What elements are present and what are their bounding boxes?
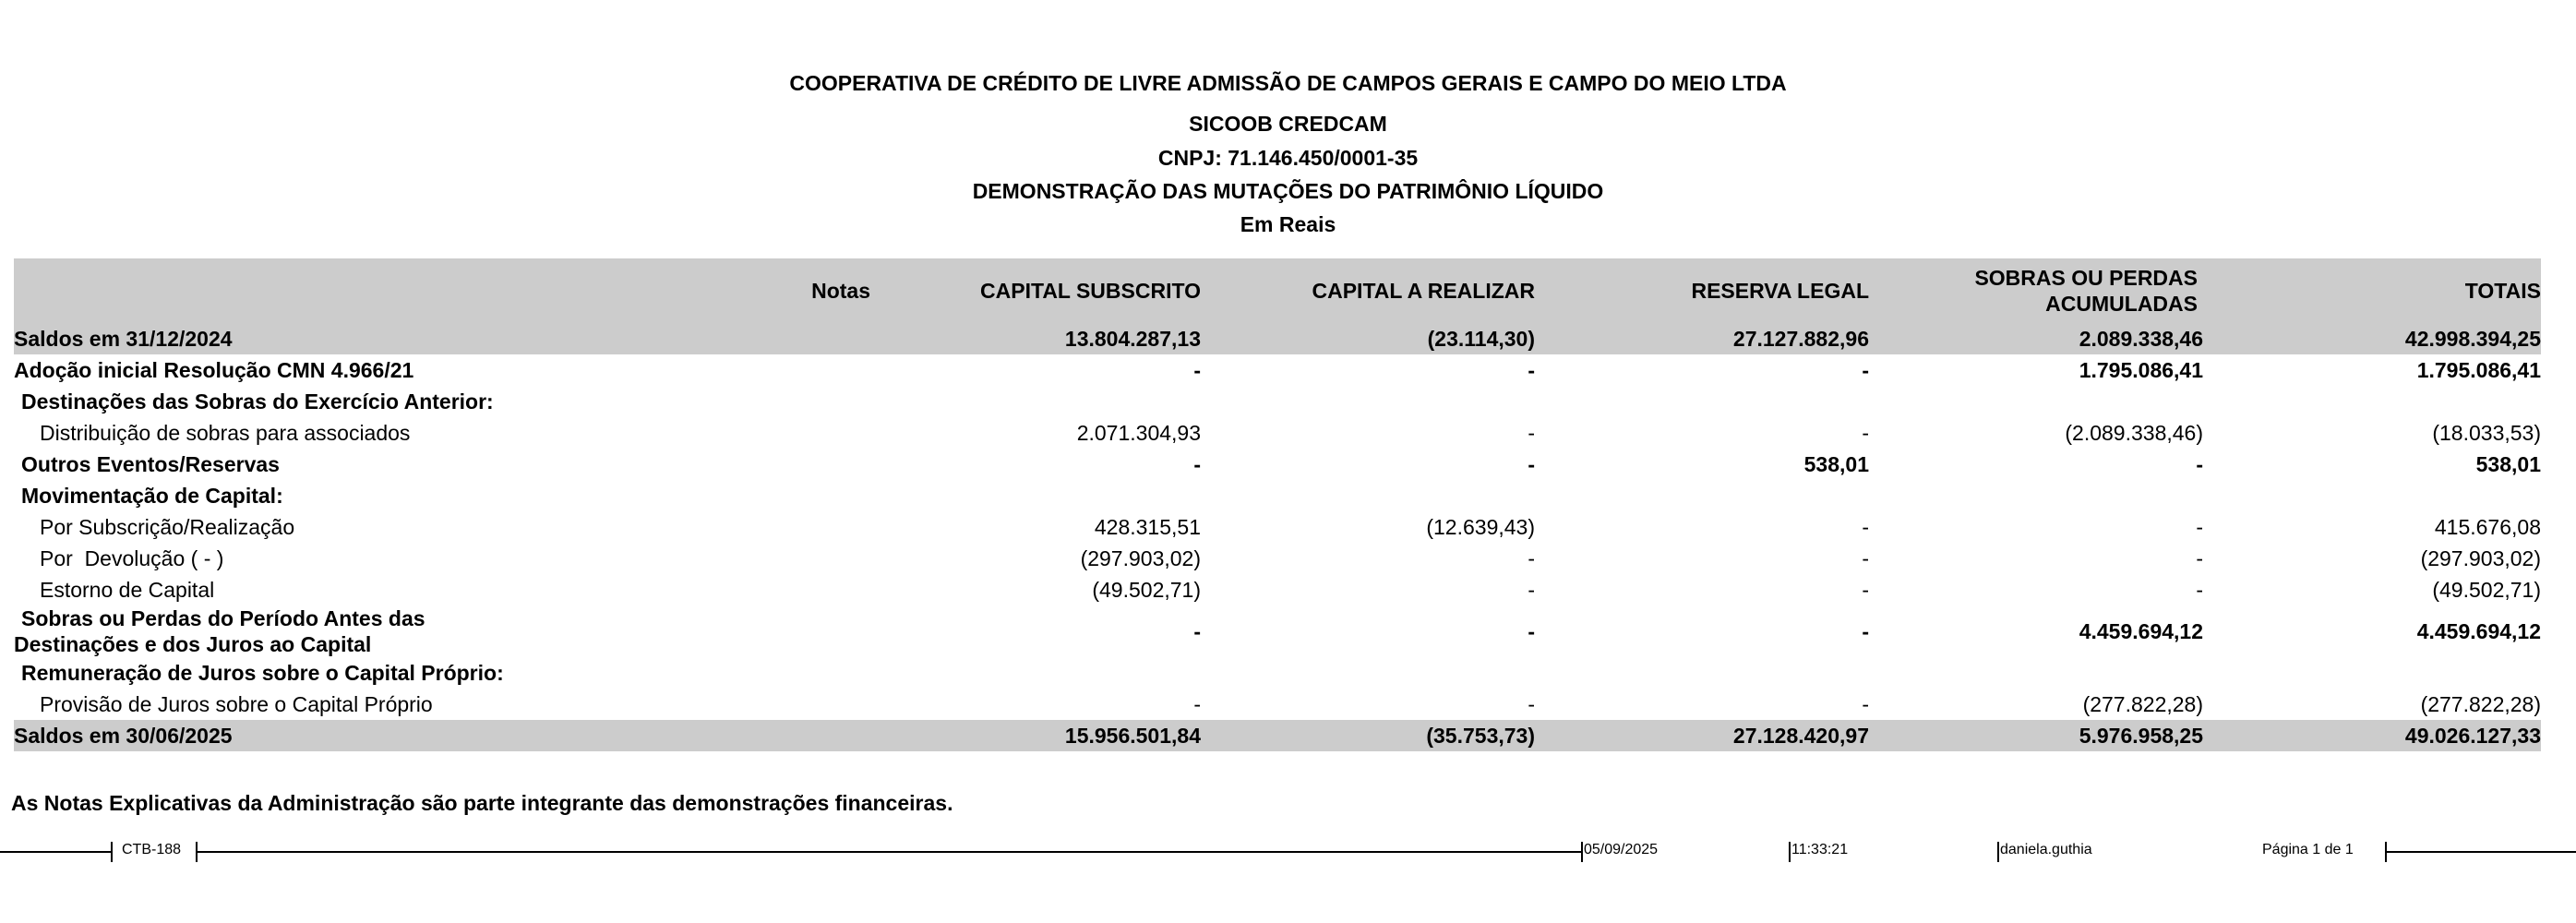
cell-totais: 538,01 <box>2475 451 2541 476</box>
cell-capital-a-realizar: (23.114,30) <box>1427 326 1535 351</box>
report-title: DEMONSTRAÇÃO DAS MUTAÇÕES DO PATRIMÔNIO LÍQUIDO <box>972 179 1604 203</box>
footer-rule <box>2385 851 2576 853</box>
footer-user: daniela.guthia <box>2000 842 2092 857</box>
cell-capital-subscrito: (297.903,02) <box>1080 545 1201 570</box>
section-label: Remuneração de Juros sobre o Capital Próprio: <box>21 661 504 685</box>
cell-capital-a-realizar: - <box>1528 545 1535 570</box>
cell-totais: 42.998.394,25 <box>2404 326 2541 351</box>
footer-date: 05/09/2025 <box>1584 842 1659 857</box>
row-label <box>14 605 870 657</box>
table-row <box>14 605 2541 657</box>
column-header-reserva-legal: RESERVA LEGAL <box>1691 279 1869 303</box>
table-row <box>14 543 2541 574</box>
table-row <box>14 574 2541 605</box>
cell-capital-a-realizar: - <box>1528 420 1535 445</box>
cell-capital-subscrito: 2.071.304,93 <box>1076 420 1201 445</box>
equity-changes-table <box>14 258 2541 751</box>
cell-sobras-perdas: - <box>2196 514 2203 539</box>
cell-sobras-perdas: 2.089.338,46 <box>2079 326 2203 351</box>
cnpj: CNPJ: 71.146.450/0001-35 <box>1157 146 1419 170</box>
column-header-notes: Notas <box>811 279 870 303</box>
column-header-label <box>14 258 870 323</box>
table-row <box>14 689 2541 720</box>
footer-report-code: CTB-188 <box>122 842 182 857</box>
cell-reserva-legal: - <box>1862 618 1869 643</box>
cell-capital-subscrito: - <box>1193 451 1201 476</box>
table-row <box>14 417 2541 449</box>
cell-sobras-perdas: (2.089.338,46) <box>2065 420 2203 445</box>
cell-capital-subscrito: - <box>1193 357 1201 382</box>
table-row <box>14 480 2541 511</box>
footer-separator <box>111 842 113 862</box>
cell-reserva-legal: - <box>1862 514 1869 539</box>
row-label: Distribuição de sobras para associados <box>40 421 411 445</box>
footer-separator <box>1997 842 1999 862</box>
cell-sobras-perdas: - <box>2196 451 2203 476</box>
footer-rule <box>196 851 1582 853</box>
table-row <box>14 386 2541 417</box>
section-label: Destinações das Sobras do Exercício Anterior: <box>21 390 494 414</box>
table-row <box>14 511 2541 543</box>
section-label: Movimentação de Capital: <box>21 484 283 508</box>
row-label: Saldos em 30/06/2025 <box>14 724 233 748</box>
row-label: Saldos em 31/12/2024 <box>14 327 233 351</box>
cell-capital-a-realizar: - <box>1528 357 1535 382</box>
row-label: Estorno de Capital <box>40 578 215 602</box>
cell-reserva-legal: - <box>1862 691 1869 716</box>
column-header-capital-subscrito: CAPITAL SUBSCRITO <box>980 279 1201 303</box>
row-label: Provisão de Juros sobre o Capital Próprio <box>40 692 433 716</box>
table-row <box>14 720 2541 751</box>
cell-capital-a-realizar: - <box>1528 691 1535 716</box>
cell-reserva-legal: 27.127.882,96 <box>1732 326 1869 351</box>
cell-capital-subscrito: (49.502,71) <box>1092 577 1201 602</box>
cell-reserva-legal: 27.128.420,97 <box>1732 723 1869 748</box>
row-label: Outros Eventos/Reservas <box>21 452 280 476</box>
company-name: COOPERATIVA DE CRÉDITO DE LIVRE ADMISSÃO DE CAMPOS GERAIS E CAMPO DO MEIO LTDA <box>789 71 1787 95</box>
cell-totais: 49.026.127,33 <box>2404 723 2541 748</box>
cell-capital-subscrito: 15.956.501,84 <box>1064 723 1201 748</box>
cell-capital-subscrito: 428.315,51 <box>1094 514 1201 539</box>
cell-capital-subscrito: - <box>1193 618 1201 643</box>
cell-sobras-perdas: 4.459.694,12 <box>2079 618 2203 643</box>
cell-reserva-legal: - <box>1862 545 1869 570</box>
column-header-sobras-perdas <box>1869 258 2203 323</box>
column-header-sobras-perdas-text: SOBRAS OU PERDAS ACUMULADAS <box>1974 266 2198 316</box>
report-footer <box>0 838 2576 866</box>
cell-sobras-perdas: - <box>2196 577 2203 602</box>
row-label-text: Sobras ou Perdas do Período Antes das Destinações e dos Juros ao Capital <box>14 606 425 656</box>
cell-totais: 415.676,08 <box>2434 514 2541 539</box>
table-header-row <box>14 258 2541 323</box>
cell-capital-a-realizar: (12.639,43) <box>1426 514 1535 539</box>
cell-sobras-perdas: 1.795.086,41 <box>2079 357 2203 382</box>
row-label: Por Devolução ( - ) <box>40 546 224 570</box>
row-label: Por Subscrição/Realização <box>40 515 295 539</box>
cell-reserva-legal: 538,01 <box>1803 451 1869 476</box>
table-row <box>14 354 2541 386</box>
column-header-capital-a-realizar: CAPITAL A REALIZAR <box>1312 279 1535 303</box>
cell-sobras-perdas: (277.822,28) <box>2082 691 2203 716</box>
cell-sobras-perdas: 5.976.958,25 <box>2079 723 2203 748</box>
cell-totais: 4.459.694,12 <box>2416 618 2541 643</box>
footer-separator <box>1581 842 1583 862</box>
company-short-name: SICOOB CREDCAM <box>1189 112 1387 136</box>
footer-separator <box>1789 842 1791 862</box>
cell-capital-subscrito: - <box>1193 691 1201 716</box>
cell-capital-a-realizar: - <box>1528 618 1535 643</box>
cell-capital-subscrito: 13.804.287,13 <box>1064 326 1201 351</box>
cell-totais: (49.502,71) <box>2432 577 2541 602</box>
currency-unit: Em Reais <box>1240 212 1336 236</box>
cell-totais: 1.795.086,41 <box>2416 357 2541 382</box>
cell-capital-a-realizar: (35.753,73) <box>1426 723 1535 748</box>
cell-totais: (277.822,28) <box>2420 691 2541 716</box>
table-row <box>14 449 2541 480</box>
cell-totais: (297.903,02) <box>2420 545 2541 570</box>
cell-capital-a-realizar: - <box>1528 577 1535 602</box>
footnote: As Notas Explicativas da Administração são parte integrante das demonstrações financeiras. <box>11 791 953 815</box>
cell-sobras-perdas: - <box>2196 545 2203 570</box>
footer-time: 11:33:21 <box>1791 842 1849 857</box>
table-row <box>14 657 2541 689</box>
footer-page-number: Página 1 de 1 <box>2262 842 2354 857</box>
row-label: Adoção inicial Resolução CMN 4.966/21 <box>14 358 414 382</box>
table-row <box>14 323 2541 354</box>
cell-capital-a-realizar: - <box>1528 451 1535 476</box>
footer-rule <box>0 851 111 853</box>
cell-reserva-legal: - <box>1862 357 1869 382</box>
cell-reserva-legal: - <box>1862 420 1869 445</box>
column-header-totais: TOTAIS <box>2464 279 2541 303</box>
cell-totais: (18.033,53) <box>2432 420 2541 445</box>
cell-reserva-legal: - <box>1862 577 1869 602</box>
